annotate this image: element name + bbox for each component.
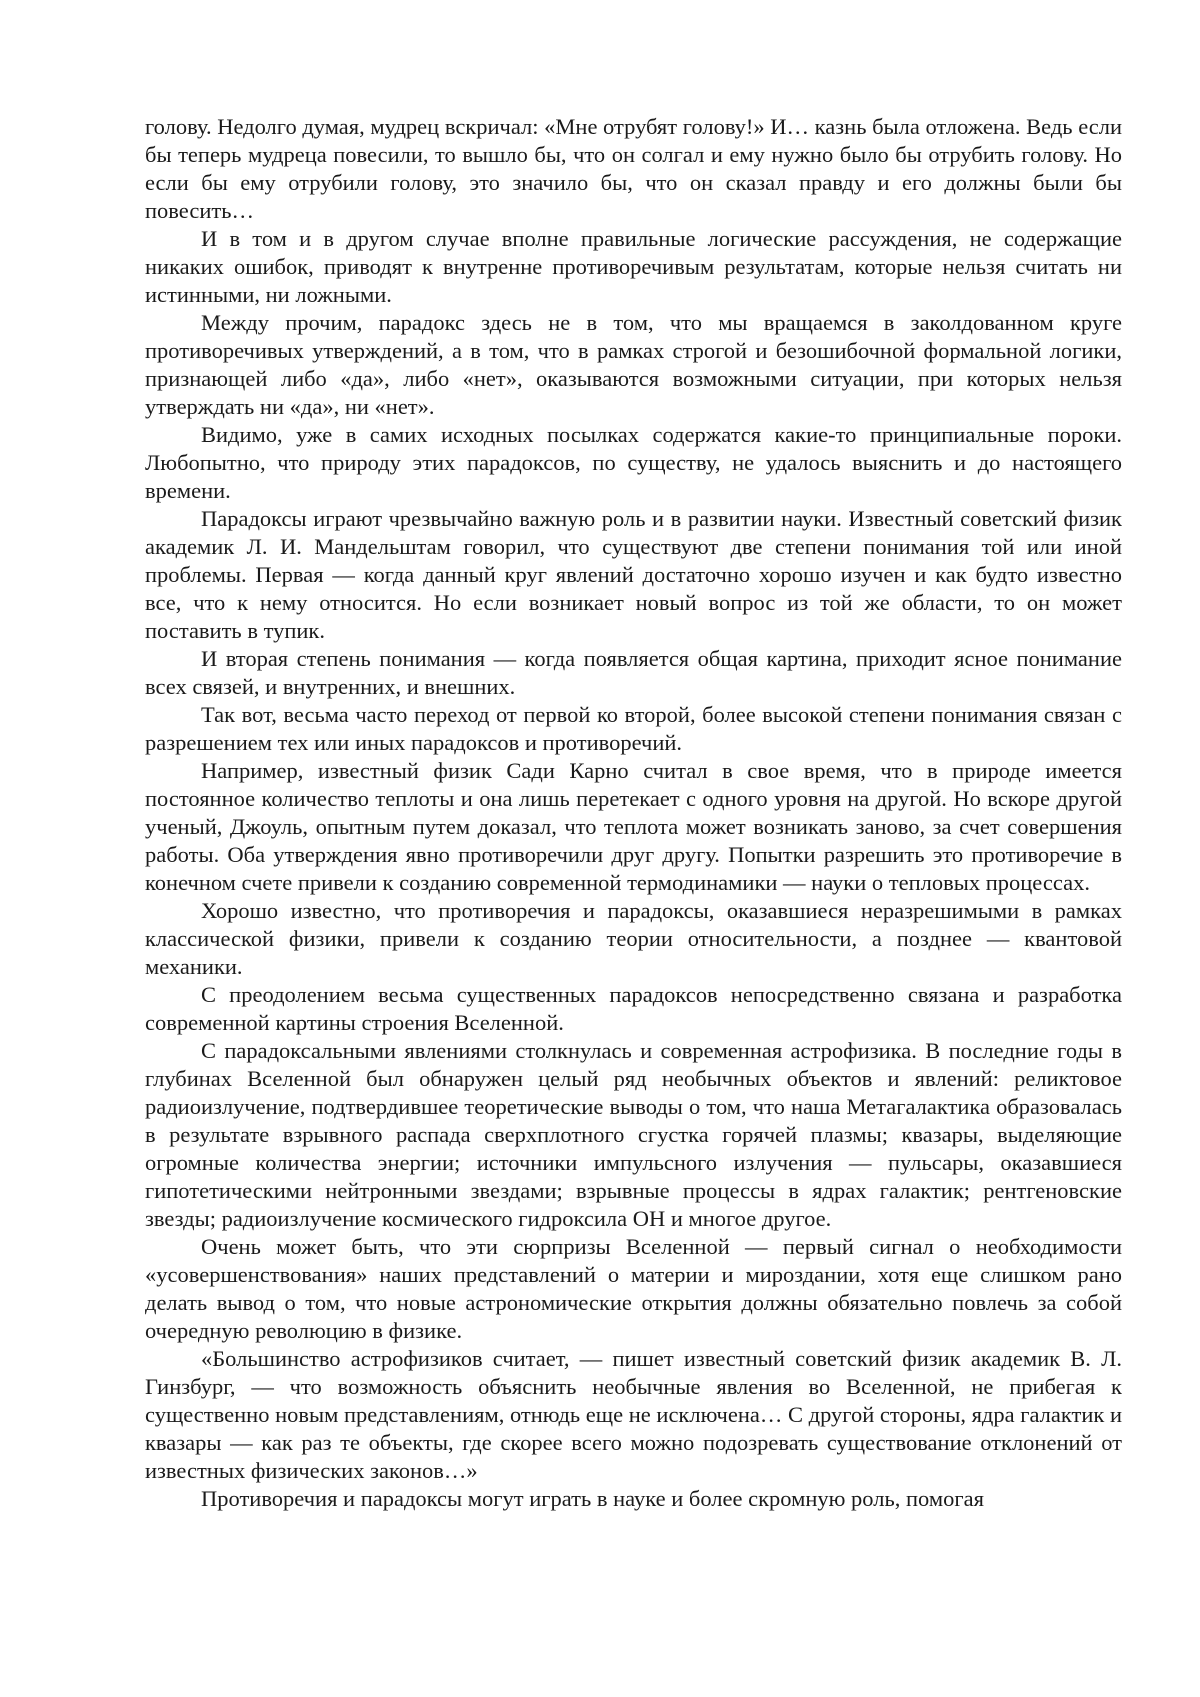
paragraph-8: Например, известный физик Сади Карно считал в свое время, что в природе имеется постоянное количество теплоты и она лишь перетекает с одного уровня на другой. Но вскоре другой ученый, Джоуль, опытным путем доказал, что теплота может возникать заново, за счет совершения работы. Оба утверждения явно противоречили друг другу. Попытки разрешить это противоречие в конечном счете привели к созданию современной термодинамики — науки о тепловых процессах. [145,758,1122,895]
paragraph-4: Видимо, уже в самих исходных посылках содержатся какие-то принципиальные пороки. Любопытно, что природу этих парадоксов, по существу, не удалось выяснить и до настоящего времени. [145,422,1122,503]
paragraph-5: Парадоксы играют чрезвычайно важную роль и в развитии науки. Известный советский физик академик Л. И. Мандельштам говорил, что существуют две степени понимания той или иной проблемы. Первая — когда данный круг явлений достаточно хорошо изучен и как будто известно все, что к нему относится. Но если возникает новый вопрос из той же области, то он может поставить в тупик. [145,506,1122,643]
paragraph-2: И в том и в другом случае вполне правильные логические рассуждения, не содержащие никаких ошибок, приводят к внутренне противоречивым результатам, которые нельзя считать ни истинными, ни ложными. [145,226,1122,307]
paragraph-14: Противоречия и парадоксы могут играть в науке и более скромную роль, помогая [201,1486,984,1511]
paragraph-12: Очень может быть, что эти сюрпризы Вселенной — первый сигнал о необходимости «усовершенствования» наших представлений о материи и мироздании, хотя еще слишком рано делать вывод о том, что новые астрономические открытия должны обязательно повлечь за собой очередную революцию в физике. [145,1234,1122,1343]
paragraph-6: И вторая степень понимания — когда появляется общая картина, приходит ясное понимание всех связей, и внутренних, и внешних. [145,646,1122,699]
paragraph-13: «Большинство астрофизиков считает, — пишет известный советский физик академик В. Л. Гинзбург, — что возможность объяснить необычные явления во Вселенной, не прибегая к существенно новым представлениям, отнюдь еще не исключена… С другой стороны, ядра галактик и квазары — как раз те объекты, где скорее всего можно подозревать существование отклонений от известных физических законов…» [145,1346,1122,1483]
paragraph-3: Между прочим, парадокс здесь не в том, что мы вращаемся в заколдованном круге противоречивых утверждений, а в том, что в рамках строгой и безошибочной формальной логики, признающей либо «да», либо «нет», оказываются возможными ситуации, при которых нельзя утверждать ни «да», ни «нет». [145,310,1122,419]
paragraph-7: Так вот, весьма часто переход от первой ко второй, более высокой степени понимания связан с разрешением тех или иных парадоксов и противоречий. [145,702,1122,755]
paragraph-10: С преодолением весьма существенных парадоксов непосредственно связана и разработка современной картины строения Вселенной. [145,982,1122,1035]
document-page [145,113,1122,1513]
paragraph-1: голову. Недолго думая, мудрец вскричал: «Мне отрубят голову!» И… казнь была отложена. Ведь если бы теперь мудреца повесили, то вышло бы, что он солгал и ему нужно было бы отрубить голову. Но если бы ему отрубили голову, это значило бы, что он сказал правду и его должны были бы повесить… [145,114,1122,223]
paragraph-9: Хорошо известно, что противоречия и парадоксы, оказавшиеся неразрешимыми в рамках классической физики, привели к созданию теории относительности, а позднее — квантовой механики. [145,898,1122,979]
paragraph-11: С парадоксальными явлениями столкнулась и современная астрофизика. В последние годы в глубинах Вселенной был обнаружен целый ряд необычных объектов и явлений: реликтовое радиоизлучение, подтвердившее теоретические выводы о том, что наша Метагалактика образовалась в результате взрывного распада сверхплотного сгустка горячей плазмы; квазары, выделяющие огромные количества энергии; источники импульсного излучения — пульсары, оказавшиеся гипотетическими нейтронными звездами; взрывные процессы в ядрах галактик; рентгеновские звезды; радиоизлучение космического гидроксила ОН и многое другое. [145,1038,1122,1231]
